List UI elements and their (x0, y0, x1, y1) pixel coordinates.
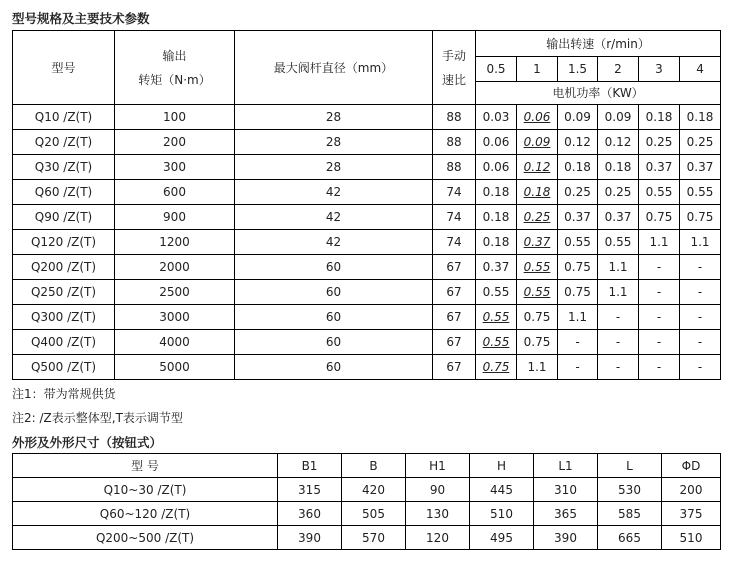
dimension-cell: 120 (406, 526, 470, 550)
power-cell: 0.25 (517, 205, 558, 230)
power-cell: 1.1 (598, 255, 639, 280)
stem-diameter-cell: 60 (235, 255, 433, 280)
power-cell: - (558, 355, 598, 380)
header-torque (115, 31, 235, 105)
model-cell: Q300 /Z(T) (13, 305, 115, 330)
dimension-cell: 310 (534, 478, 598, 502)
ratio-cell: 74 (433, 180, 476, 205)
power-cell: - (598, 355, 639, 380)
model-cell: Q250 /Z(T) (13, 280, 115, 305)
dimension-cell: 200 (662, 478, 721, 502)
ratio-cell: 88 (433, 105, 476, 130)
spec-title: 型号规格及主要技术参数 (12, 11, 150, 26)
power-cell: - (680, 305, 721, 330)
header-manual-ratio (433, 31, 476, 105)
torque-cell: 5000 (115, 355, 235, 380)
power-cell: 0.55 (476, 280, 517, 305)
torque-cell: 4000 (115, 330, 235, 355)
power-cell: 1.1 (598, 280, 639, 305)
power-cell: 0.06 (476, 155, 517, 180)
dimension-header-cell: H1 (406, 454, 470, 478)
power-cell: - (680, 255, 721, 280)
power-cell: 0.37 (598, 205, 639, 230)
note-2: 注2: /Z表示整体型,T表示调节型 (12, 411, 183, 425)
power-cell: 0.55 (598, 230, 639, 255)
power-cell: 0.09 (558, 105, 598, 130)
power-cell: 1.1 (639, 230, 680, 255)
header-ratio-line2: 速比 (441, 72, 466, 87)
power-cell: 0.18 (598, 155, 639, 180)
model-cell: Q120 /Z(T) (13, 230, 115, 255)
dimension-header-cell: 型 号 (13, 454, 278, 478)
power-cell: - (639, 305, 680, 330)
dimension-header-row (13, 454, 721, 478)
dimension-header-cell: L (598, 454, 662, 478)
model-cell: Q20 /Z(T) (13, 130, 115, 155)
speed-header-cell: 1.5 (558, 57, 598, 82)
power-cell: 0.18 (476, 180, 517, 205)
dimension-cell: 315 (278, 478, 342, 502)
table-row (13, 526, 721, 550)
dimension-cell: 390 (278, 526, 342, 550)
dimension-cell: 375 (662, 502, 721, 526)
power-cell: 0.75 (517, 330, 558, 355)
power-cell: 0.75 (639, 205, 680, 230)
model-cell: Q10~30 /Z(T) (13, 478, 278, 502)
power-cell: 0.55 (517, 280, 558, 305)
note-1: 注1：带为常规供货 (12, 387, 116, 401)
model-cell: Q60~120 /Z(T) (13, 502, 278, 526)
model-cell: Q200~500 /Z(T) (13, 526, 278, 550)
header-torque-line1: 输出 (162, 48, 187, 63)
dimension-cell: 570 (342, 526, 406, 550)
header-motor-power: 电机功率（KW） (476, 82, 721, 105)
stem-diameter-cell: 42 (235, 180, 433, 205)
power-cell: 1.1 (680, 230, 721, 255)
stem-diameter-cell: 60 (235, 355, 433, 380)
dimension-cell: 360 (278, 502, 342, 526)
table-row (13, 355, 721, 380)
power-cell: 0.37 (476, 255, 517, 280)
power-cell: 0.06 (476, 130, 517, 155)
power-cell: - (598, 305, 639, 330)
speed-header-cell: 2 (598, 57, 639, 82)
dimension-cell: 505 (342, 502, 406, 526)
power-cell: - (639, 355, 680, 380)
speed-header-cell: 0.5 (476, 57, 517, 82)
stem-diameter-cell: 42 (235, 230, 433, 255)
header-output-speed: 输出转速（r/min） (476, 31, 721, 57)
dimension-cell: 585 (598, 502, 662, 526)
torque-cell: 300 (115, 155, 235, 180)
power-cell: 0.25 (639, 130, 680, 155)
torque-cell: 600 (115, 180, 235, 205)
table-row (13, 280, 721, 305)
ratio-cell: 88 (433, 130, 476, 155)
dimension-cell: 495 (470, 526, 534, 550)
power-cell: 0.75 (558, 255, 598, 280)
dimension-cell: 530 (598, 478, 662, 502)
power-cell: 0.55 (680, 180, 721, 205)
power-cell: 0.25 (598, 180, 639, 205)
table-row (13, 502, 721, 526)
stem-diameter-cell: 60 (235, 305, 433, 330)
stem-diameter-cell: 28 (235, 130, 433, 155)
model-cell: Q500 /Z(T) (13, 355, 115, 380)
dimension-header-cell: L1 (534, 454, 598, 478)
stem-diameter-cell: 28 (235, 155, 433, 180)
power-cell: 0.55 (476, 305, 517, 330)
dimension-cell: 510 (470, 502, 534, 526)
power-cell: - (639, 255, 680, 280)
stem-diameter-cell: 60 (235, 330, 433, 355)
power-cell: 0.37 (558, 205, 598, 230)
dimension-cell: 390 (534, 526, 598, 550)
power-cell: 1.1 (558, 305, 598, 330)
torque-cell: 200 (115, 130, 235, 155)
power-cell: 0.18 (558, 155, 598, 180)
dimension-cell: 90 (406, 478, 470, 502)
model-cell: Q30 /Z(T) (13, 155, 115, 180)
power-cell: 0.75 (517, 305, 558, 330)
power-cell: 0.75 (680, 205, 721, 230)
power-cell: 0.55 (517, 255, 558, 280)
torque-cell: 2500 (115, 280, 235, 305)
power-cell: - (598, 330, 639, 355)
power-cell: 0.55 (639, 180, 680, 205)
power-cell: 0.37 (680, 155, 721, 180)
torque-cell: 3000 (115, 305, 235, 330)
power-cell: 0.12 (558, 130, 598, 155)
torque-cell: 100 (115, 105, 235, 130)
power-cell: 0.18 (517, 180, 558, 205)
dimension-header-cell: B (342, 454, 406, 478)
dimension-header-cell: ΦD (662, 454, 721, 478)
dimension-cell: 445 (470, 478, 534, 502)
stem-diameter-cell: 28 (235, 105, 433, 130)
table-row (13, 180, 721, 205)
stem-diameter-cell: 60 (235, 280, 433, 305)
power-cell: - (558, 330, 598, 355)
power-cell: - (680, 280, 721, 305)
power-cell: 0.06 (517, 105, 558, 130)
power-cell: 1.1 (517, 355, 558, 380)
power-cell: - (639, 280, 680, 305)
dimension-cell: 510 (662, 526, 721, 550)
power-cell: 0.75 (476, 355, 517, 380)
table-row (13, 255, 721, 280)
power-cell: - (639, 330, 680, 355)
table-row (13, 478, 721, 502)
dimension-cell: 665 (598, 526, 662, 550)
header-model: 型号 (13, 31, 115, 105)
power-cell: 0.75 (558, 280, 598, 305)
ratio-cell: 74 (433, 205, 476, 230)
dimension-cell: 130 (406, 502, 470, 526)
table-row (13, 330, 721, 355)
table-row (13, 155, 721, 180)
ratio-cell: 88 (433, 155, 476, 180)
table-row (13, 230, 721, 255)
power-cell: 0.25 (558, 180, 598, 205)
table-row (13, 305, 721, 330)
power-cell: 0.18 (639, 105, 680, 130)
power-cell: 0.09 (517, 130, 558, 155)
model-cell: Q200 /Z(T) (13, 255, 115, 280)
ratio-cell: 74 (433, 230, 476, 255)
power-cell: 0.18 (476, 205, 517, 230)
ratio-cell: 67 (433, 280, 476, 305)
ratio-cell: 67 (433, 305, 476, 330)
speed-header-cell: 4 (680, 57, 721, 82)
dimension-cell: 365 (534, 502, 598, 526)
stem-diameter-cell: 42 (235, 205, 433, 230)
speed-header-cell: 3 (639, 57, 680, 82)
dimension-table (12, 453, 721, 550)
ratio-cell: 67 (433, 355, 476, 380)
dimension-cell: 420 (342, 478, 406, 502)
power-cell: 0.37 (639, 155, 680, 180)
torque-cell: 900 (115, 205, 235, 230)
ratio-cell: 67 (433, 330, 476, 355)
table-row (13, 130, 721, 155)
power-cell: - (680, 355, 721, 380)
power-cell: 0.37 (517, 230, 558, 255)
torque-cell: 2000 (115, 255, 235, 280)
header-torque-line2: 转矩（N·m） (138, 72, 211, 87)
model-cell: Q10 /Z(T) (13, 105, 115, 130)
header-stem-diameter: 最大阀杆直径（mm） (235, 31, 433, 105)
torque-cell: 1200 (115, 230, 235, 255)
power-cell: 0.12 (517, 155, 558, 180)
power-cell: 0.12 (598, 130, 639, 155)
power-cell: 0.18 (680, 105, 721, 130)
dimension-title: 外形及外形尺寸（按钮式） (12, 435, 163, 450)
power-cell: 0.03 (476, 105, 517, 130)
power-cell: 0.55 (558, 230, 598, 255)
power-cell: 0.25 (680, 130, 721, 155)
model-cell: Q90 /Z(T) (13, 205, 115, 230)
model-cell: Q60 /Z(T) (13, 180, 115, 205)
dimension-header-cell: H (470, 454, 534, 478)
table-row (13, 205, 721, 230)
header-ratio-line1: 手动 (441, 48, 466, 63)
table-row (13, 105, 721, 130)
power-cell: - (680, 330, 721, 355)
spec-table (12, 30, 721, 380)
speed-header-cell: 1 (517, 57, 558, 82)
ratio-cell: 67 (433, 255, 476, 280)
dimension-header-cell: B1 (278, 454, 342, 478)
model-cell: Q400 /Z(T) (13, 330, 115, 355)
power-cell: 0.18 (476, 230, 517, 255)
power-cell: 0.09 (598, 105, 639, 130)
power-cell: 0.55 (476, 330, 517, 355)
